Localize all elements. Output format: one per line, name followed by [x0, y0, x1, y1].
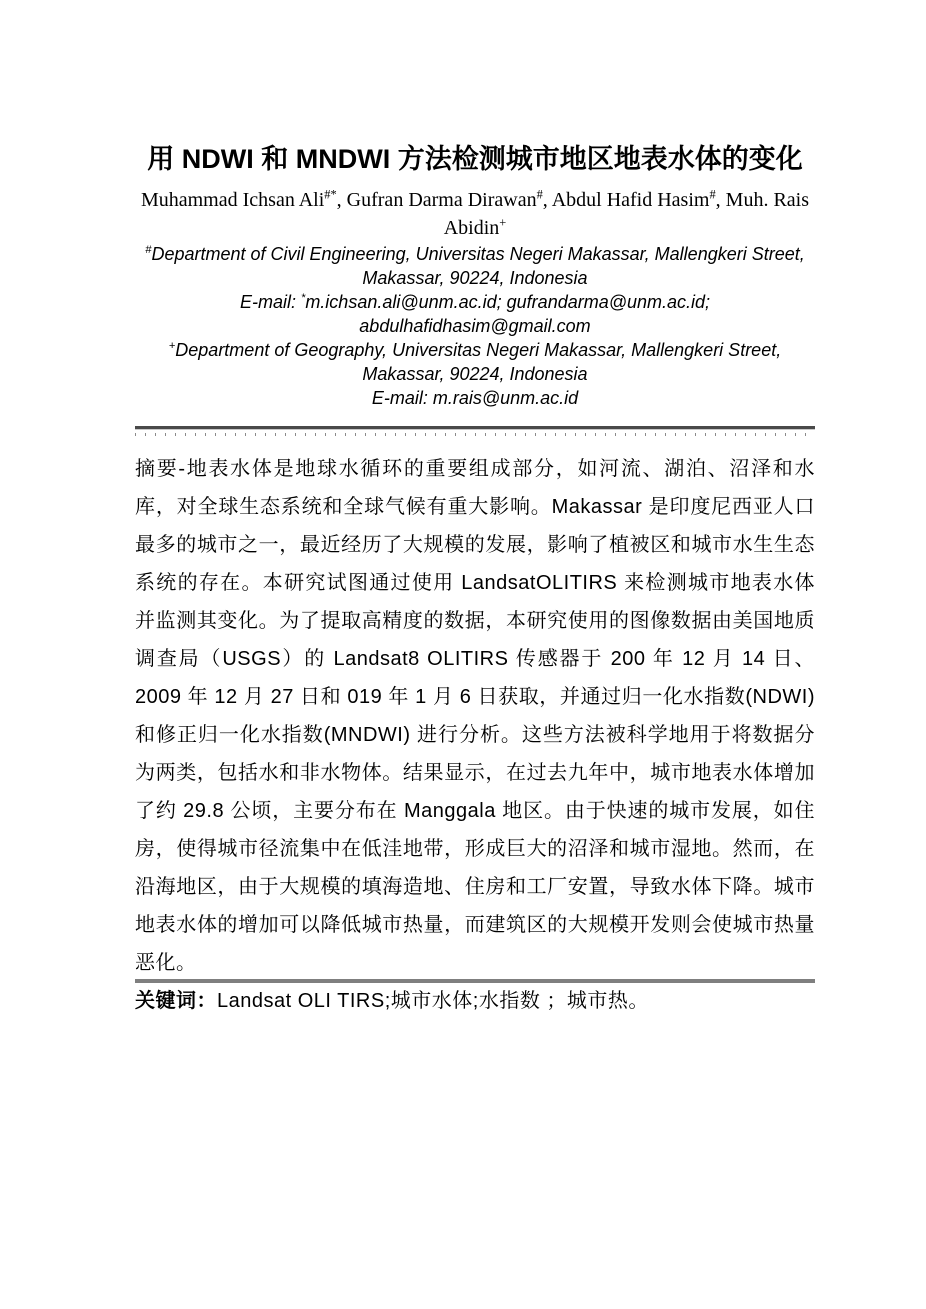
email-text: abdulhafidhasim@gmail.com: [359, 316, 591, 336]
affiliation-line: [135, 338, 815, 362]
abstract-section: [135, 450, 815, 1020]
author-name: Muh. Rais: [725, 189, 810, 211]
author-separator: ,: [542, 189, 552, 211]
affiliation-text: Department of Civil Engineering, Universitas Negeri Makassar, Mallengkeri Street,: [151, 244, 805, 264]
paper-title: 用 NDWI 和 MNDWI 方法检测城市地区地表水体的变化: [147, 144, 803, 175]
email-line: [135, 290, 815, 314]
footer-rule: [135, 979, 815, 983]
affiliation-mark: +: [168, 340, 176, 352]
affiliation-line: [135, 242, 815, 266]
header-separator: [135, 426, 815, 436]
email-line: [135, 386, 815, 410]
abstract-text: 摘要-地表水体是地球水循环的重要组成部分，如河流、湖泊、沼泽和水库，对全球生态系统和全球气候有重大影响。Makassar 是印度尼西亚人口最多的城市之一，最近经历了大规模的发展，影响了植被区和城市水生生态系统的存在。本研究试图通过使用 LandsatOLITIRS 来检测城市地表水体并监测其变化。为了提取高精度的数据，本研究使用的图像数据由美国地质调查局（USGS）的 Landsat8 OLITIRS 传感器于 200 年 12 月 14 日、2009 年 12 月 27 日和 019 年 1 月 6 日获取，并通过归一化水指数(NDWI)和修正归一化水指数(MNDWI) 进行分析。这些方法被科学地用于将数据分为两类，包括水和非水物体。结果显示，在过去九年中，城市地表水体增加了约 29.8 公顷，主要分布在 Manggala 地区。由于快速的城市发展，如住房，使得城市径流集中在低洼地带，形成巨大的沼泽和城市湿地。然而，在沿海地区，由于大规模的填海造地、住房和工厂安置，导致水体下降。城市地表水体的增加可以降低城市热量，而建筑区的大规模开发则会使城市热量恶化。: [135, 458, 815, 974]
affiliation-mark: #: [145, 244, 152, 256]
email-text: m.ichsan.ali@unm.ac.id; gufrandarma@unm.ac.id;: [305, 292, 711, 312]
separator-dotted-rule: [135, 433, 815, 436]
keywords-line: [135, 982, 815, 1020]
author-name: Abdul Hafid Hasim: [551, 189, 710, 211]
author-affiliation-mark: #: [709, 187, 716, 202]
affiliation-text: Makassar, 90224, Indonesia: [362, 364, 588, 384]
affiliation-line: [135, 362, 815, 386]
author-line: [135, 186, 815, 242]
email-text: E-mail: m.rais@unm.ac.id: [371, 388, 579, 408]
keywords-text: Landsat OLI TIRS;城市水体;水指数 ；城市热。: [217, 990, 649, 1012]
email-mark: *: [300, 292, 306, 304]
author-name: Abidin: [443, 217, 500, 239]
affiliation-line: [135, 266, 815, 290]
author-affiliation-mark: +: [499, 215, 507, 230]
author-separator: ,: [715, 189, 726, 211]
separator-solid-rule: [135, 426, 815, 430]
author-name: Gufran Darma Dirawan: [346, 189, 537, 211]
author-affiliation-mark: #: [536, 187, 543, 202]
affiliation-text: Makassar, 90224, Indonesia: [362, 268, 588, 288]
keywords-label: 关键词：: [135, 990, 217, 1012]
author-affiliation-mark: #*: [324, 187, 337, 202]
affiliation-block: [135, 242, 815, 410]
author-name: Muhammad Ichsan Ali: [140, 189, 325, 211]
affiliation-text: Department of Geography, Universitas Negeri Makassar, Mallengkeri Street,: [175, 340, 782, 360]
author-separator: ,: [336, 189, 347, 211]
email-line: [135, 314, 815, 338]
email-label: E-mail:: [239, 292, 301, 312]
